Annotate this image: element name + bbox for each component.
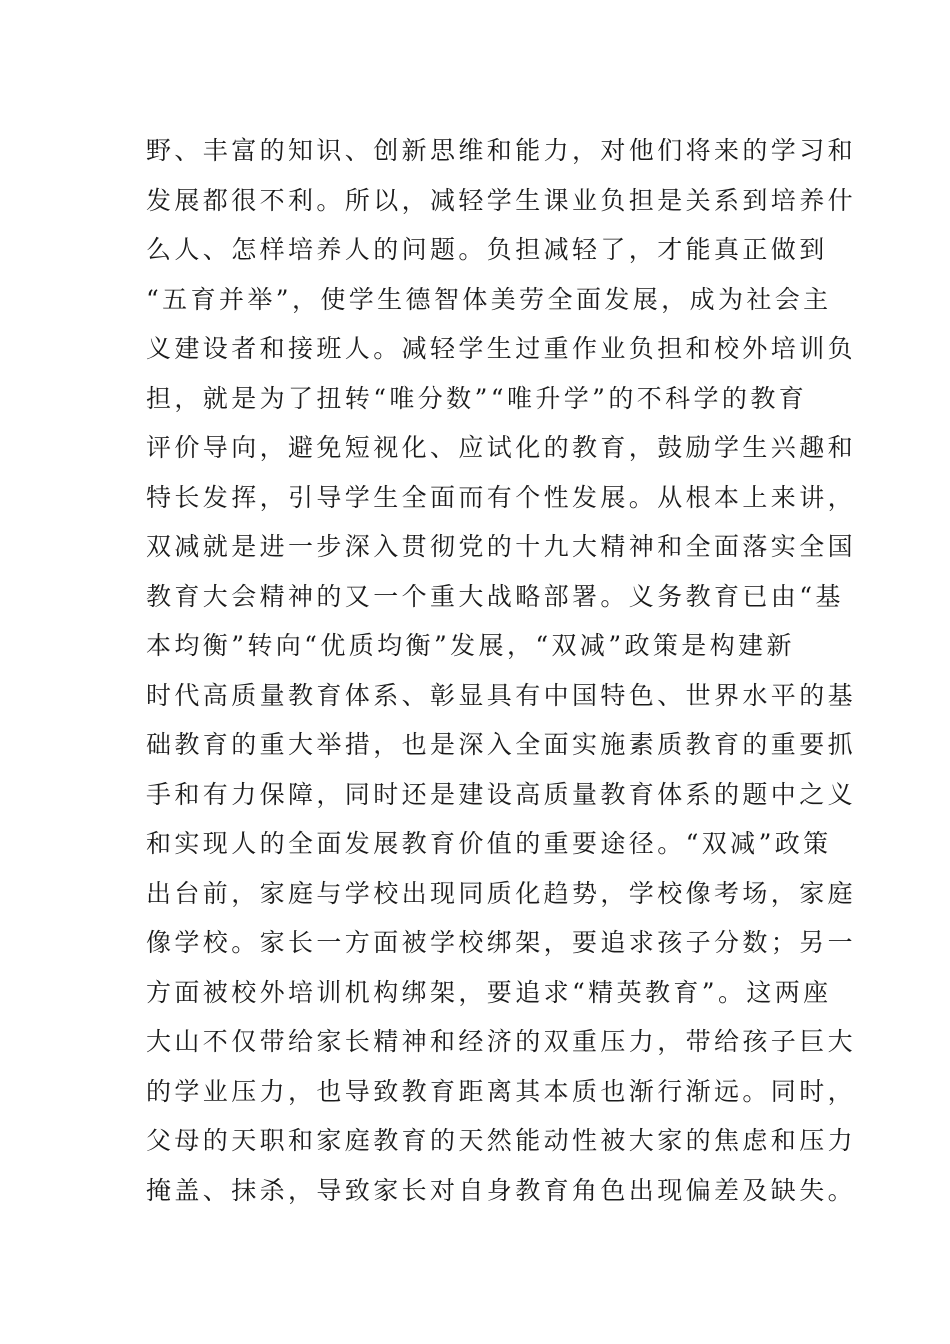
body-paragraph	[146, 126, 857, 1215]
text-line: 像学校。家长一方面被学校绑架，要追求孩子分数；另一	[146, 928, 857, 957]
text-line: 手和有力保障，同时还是建设高质量教育体系的题中之义	[146, 779, 857, 809]
text-line: 础教育的重大举措，也是深入全面实施素质教育的重要抓	[146, 730, 857, 759]
text-line: 义建设者和接班人。减轻学生过重作业负担和校外培训负	[146, 334, 857, 363]
text-line: 出台前，家庭与学校出现同质化趋势，学校像考场，家庭	[146, 878, 857, 908]
text-line: 野、丰富的知识、创新思维和能力，对他们将来的学习和	[146, 136, 857, 165]
text-line: 时代高质量教育体系、彰显具有中国特色、世界水平的基	[146, 680, 857, 710]
text-line: 特长发挥，引导学生全面而有个性发展。从根本上来讲，	[146, 482, 857, 512]
text-line: 的学业压力，也导致教育距离其本质也渐行渐远。同时，	[146, 1076, 857, 1106]
text-line: 么人、怎样培养人的问题。负担减轻了，才能真正做到	[146, 235, 828, 264]
text-line: “五育并举”，使学生德智体美劳全面发展，成为社会主	[146, 284, 832, 314]
text-line: 评价导向，避免短视化、应试化的教育，鼓励学生兴趣和	[146, 433, 857, 462]
text-line: 双减就是进一步深入贯彻党的十九大精神和全面落实全国	[146, 532, 857, 561]
text-line: 方面被校外培训机构绑架，要追求“精英教育”。这两座	[146, 977, 832, 1007]
text-line: 和实现人的全面发展教育价值的重要途径。“双减”政策	[146, 829, 832, 858]
text-line: 教育大会精神的又一个重大战略部署。义务教育已由“基	[146, 581, 844, 611]
text-line: 本均衡”转向“优质均衡”发展，“双减”政策是构建新	[146, 631, 795, 660]
text-line: 大山不仅带给家长精神和经济的双重压力，带给孩子巨大	[146, 1027, 857, 1056]
text-line: 发展都很不利。所以，减轻学生课业负担是关系到培养什	[146, 185, 857, 215]
text-line: 掩盖、抹杀，导致家长对自身教育角色出现偏差及缺失。	[146, 1175, 857, 1205]
text-line: 担，就是为了扭转“唯分数”“唯升学”的不科学的教育	[146, 383, 808, 413]
text-line: 父母的天职和家庭教育的天然能动性被大家的焦虑和压力	[146, 1126, 857, 1155]
